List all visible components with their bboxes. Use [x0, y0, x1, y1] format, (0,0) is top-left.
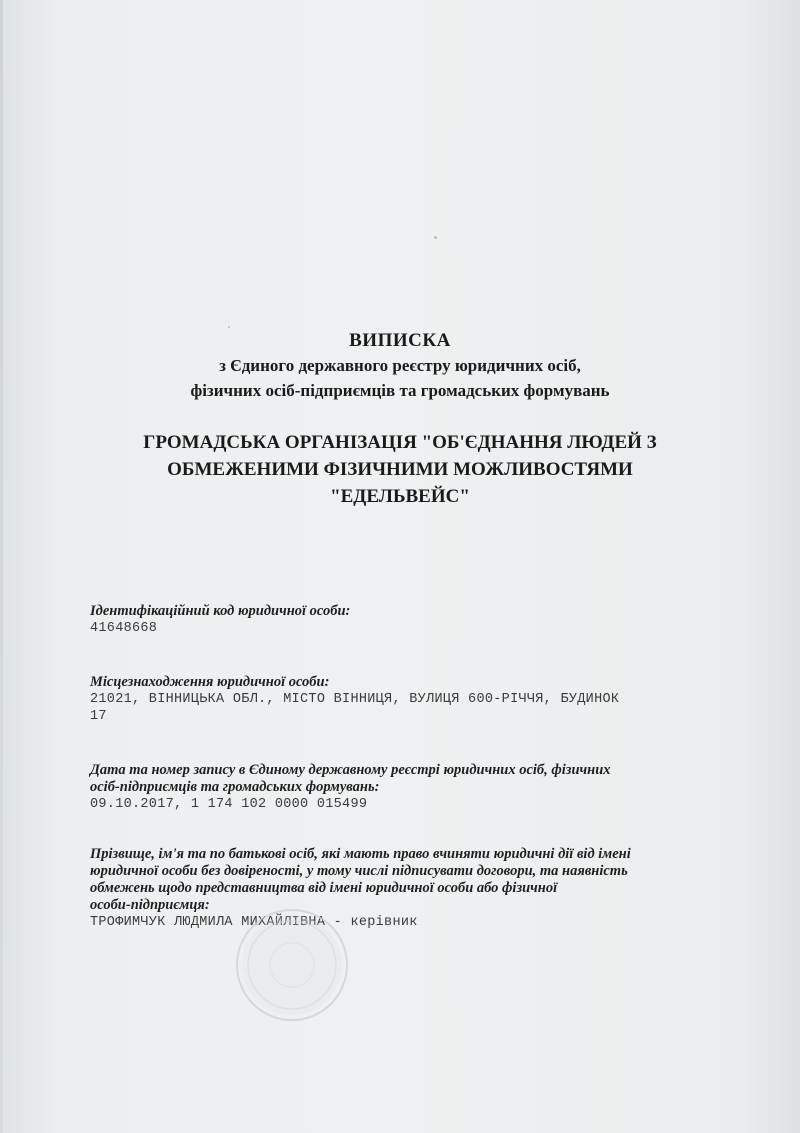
authorized-label-line2: юридичної особи без довіреності, у тому числі підписувати договори, та наявність: [90, 863, 628, 879]
registration-field: [90, 762, 730, 813]
org-name-line1: ГРОМАДСЬКА ОРГАНІЗАЦІЯ "ОБ'ЄДНАННЯ ЛЮДЕЙ З: [143, 432, 657, 453]
authorized-label-line1: Прізвище, ім'я та по батькові осіб, які мають право вчиняти юридичні дії від імені: [90, 846, 631, 862]
org-name-line2: ОБМЕЖЕНИМИ ФІЗИЧНИМИ МОЖЛИВОСТЯМИ: [167, 459, 633, 480]
registration-label-line1: Дата та номер запису в Єдиному державному реєстрі юридичних осіб, фізичних: [90, 762, 611, 778]
location-label: Місцезнаходження юридичної особи:: [90, 674, 330, 690]
authorized-label-line4: особи-підприємця:: [90, 897, 210, 913]
authorized-label-line3: обмежень щодо представництва від імені юридичної особи або фізичної: [90, 880, 558, 896]
document-title: ВИПИСКА: [349, 330, 451, 351]
page-edge: [0, 0, 3, 1133]
registration-value: 09.10.2017, 1 174 102 0000 015499: [90, 797, 368, 812]
id-code-value: 41648668: [90, 621, 158, 636]
seal-stamp-icon: [232, 905, 352, 1025]
location-value-line1: 21021, ВІННИЦЬКА ОБЛ., МІСТО ВІННИЦЯ, ВУЛИЦЯ 600-РІЧЧЯ, БУДИНОК: [90, 692, 620, 707]
paper-speck: [434, 236, 437, 239]
document-subtitle-line2: фізичних осіб-підприємців та громадських формувань: [190, 381, 610, 400]
paper-speck: [228, 326, 230, 328]
registration-label-line2: осіб-підприємців та громадських формувань:: [90, 779, 380, 795]
document-subtitle-line1: з Єдиного державного реєстру юридичних осіб,: [219, 356, 581, 375]
location-field: [90, 674, 730, 725]
id-code-field: [90, 603, 730, 637]
id-code-label: Ідентифікаційний код юридичної особи:: [90, 603, 351, 619]
authorized-person-value: ТРОФИМЧУК ЛЮДМИЛА МИХАЙЛІВНА - керівник: [90, 915, 418, 930]
authorized-persons-field: [90, 846, 730, 931]
org-name-line3: "ЕДЕЛЬВЕЙС": [330, 486, 470, 507]
location-value-line2: 17: [90, 709, 107, 724]
